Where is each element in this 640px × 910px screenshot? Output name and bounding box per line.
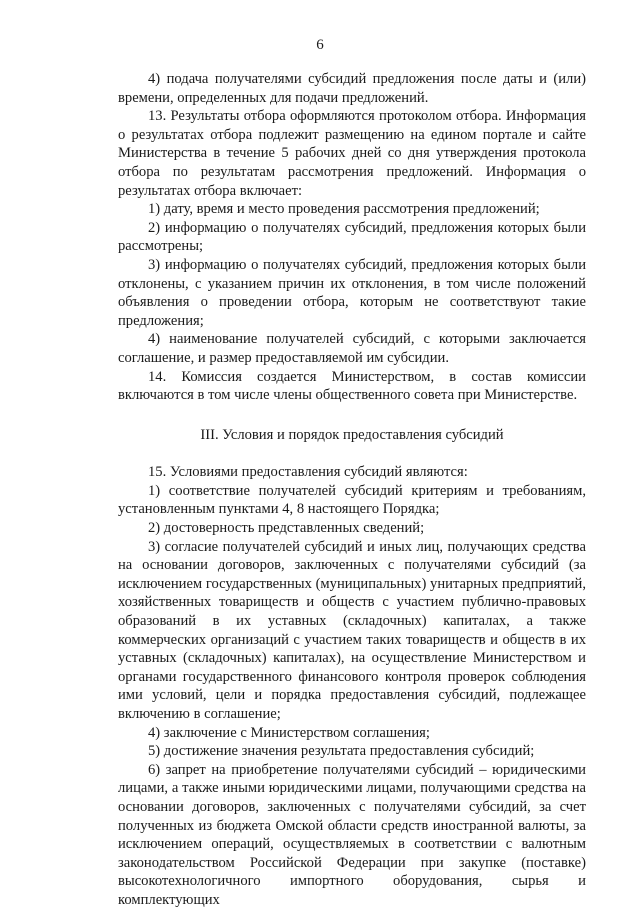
paragraph-condition-4: 4) заключение с Министерством соглашения;: [148, 724, 430, 741]
section-heading: III. Условия и порядок предоставления субсидий: [200, 426, 504, 443]
paragraph-14-commission: 14. Комиссия создается Министерством, в состав комиссии включаются в том числе члены общественного совета при Министерстве.: [118, 368, 586, 404]
document-body: [118, 70, 586, 910]
paragraph-results-item-2: 2) информацию о получателях субсидий, предложения которых были рассмотрены;: [118, 219, 586, 255]
paragraph-results-item-3: 3) информацию о получателях субсидий, предложения которых были отклонены, с указанием причин их отклонения, в том числе положений объявления о проведении отбора, которым не соответствуют такие предложения;: [118, 256, 586, 329]
paragraph-condition-2: 2) достоверность представленных сведений;: [148, 520, 425, 537]
paragraph-condition-6: 6) запрет на приобретение получателями субсидий – юридическими лицами, а также иными юридическими лицами, получающими средства на основании договоров, заключенных с получателями субсидий, за счет полученных из бюджета Омской области средств иностранной валюты, за исключением операций, осуществляемых в соответствии с валютным законодательством Российской Федерации при закупке (поставке) высокотехнологичного импортного оборудования, сырья и комплектующих: [118, 761, 586, 908]
page-number: 6: [316, 37, 324, 53]
paragraph-item-4-submission: 4) подача получателями субсидий предложения после даты и (или) времени, определенных для подачи предложений.: [118, 71, 586, 106]
paragraph-15-conditions: 15. Условиями предоставления субсидий являются:: [148, 464, 468, 481]
paragraph-condition-3: 3) согласие получателей субсидий и иных лиц, получающих средства на основании договоров, заключенных с получателями субсидий (за исключением государственных (муниципальных) унитарных предприятий, хозяйственных товариществ и обществ с участием публично-правовых образований в их уставных (складочных) капиталах, а также коммерческих организаций с участием таких товариществ и обществ в их уставных (складочных) капиталах), на осуществление Министерством и органами государственного финансового контроля проверок соблюдения ими условий, цели и порядка предоставления субсидий, подлежащее включению в соглашение;: [118, 538, 586, 722]
paragraph-condition-5: 5) достижение значения результата предоставления субсидий;: [148, 743, 535, 760]
paragraph-results-item-4: 4) наименование получателей субсидий, с которыми заключается соглашение, и размер предоставляемой им субсидии.: [118, 331, 586, 366]
paragraph-results-item-1: 1) дату, время и место проведения рассмотрения предложений;: [148, 201, 540, 218]
paragraph-condition-1: 1) соответствие получателей субсидий критериям и требованиям, установленным пунктами 4, 8 настоящего Порядка;: [118, 482, 586, 518]
paragraph-13-selection-results: 13. Результаты отбора оформляются протоколом отбора. Информация о результатах отбора подлежит размещению на едином портале и сайте Министерства в течение 5 рабочих дней со дня утверждения протокола отбора по результатам рассмотрения предложений. Информация о результатах отбора включает:: [118, 108, 586, 199]
